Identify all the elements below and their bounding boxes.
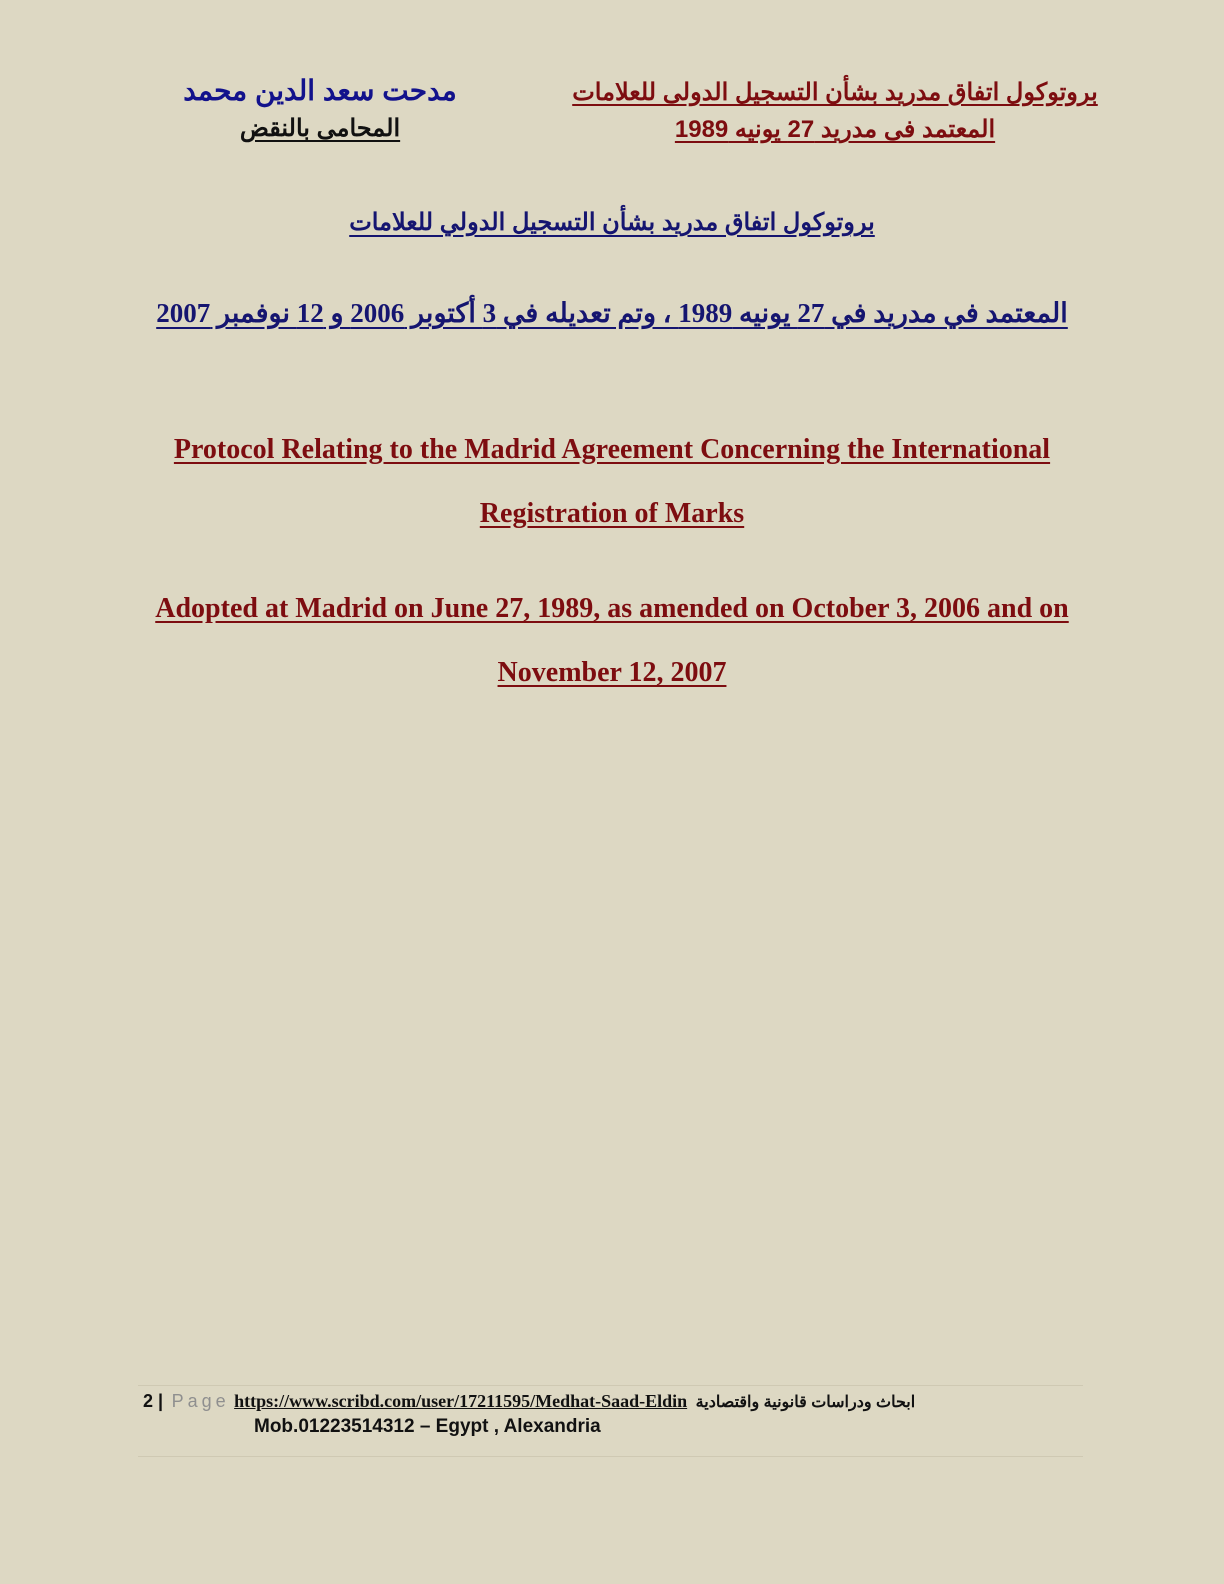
- page-number: 2 |: [143, 1391, 164, 1411]
- header-author-block: [150, 72, 490, 148]
- footer-url-link[interactable]: https://www.scribd.com/user/17211595/Medhat-Saad-Eldin: [234, 1391, 688, 1411]
- english-subtitle: [0, 577, 1224, 705]
- english-subtitle-line-2: November 12, 2007: [497, 657, 727, 688]
- arabic-main-title: بروتوكول اتفاق مدريد بشأن التسجيل الدولي للعلامات: [349, 209, 875, 236]
- header-title-line-2: المعتمد فى مدريد 27 يونيه 1989: [674, 116, 996, 143]
- page-label: Page: [171, 1391, 230, 1411]
- author-name: مدحت سعد الدين محمد: [183, 75, 457, 106]
- english-title-line-1: Protocol Relating to the Madrid Agreement Concerning the International: [173, 434, 1051, 465]
- author-title: المحامى بالنقض: [239, 115, 401, 142]
- footer-contact: Mob.01223514312 – Egypt , Alexandria: [254, 1416, 601, 1437]
- english-subtitle-line-1: Adopted at Madrid on June 27, 1989, as amended on October 3, 2006 and on: [155, 593, 1069, 624]
- english-main-title: [0, 418, 1224, 546]
- arabic-subtitle: المعتمد في مدريد في 27 يونيه 1989 ، وتم تعديله في 3 أكتوبر 2006 و 12 نوفمبر 2007: [156, 298, 1068, 328]
- header-title-line-1: بروتوكول اتفاق مدريد بشأن التسجيل الدولى للعلامات: [572, 79, 1098, 106]
- header-document-title: [560, 74, 1110, 148]
- english-title-line-2: Registration of Marks: [479, 498, 745, 529]
- footer-arabic-caption: ابحاث ودراسات قانونية واقتصادية: [695, 1394, 916, 1411]
- page-footer: [138, 1385, 1083, 1457]
